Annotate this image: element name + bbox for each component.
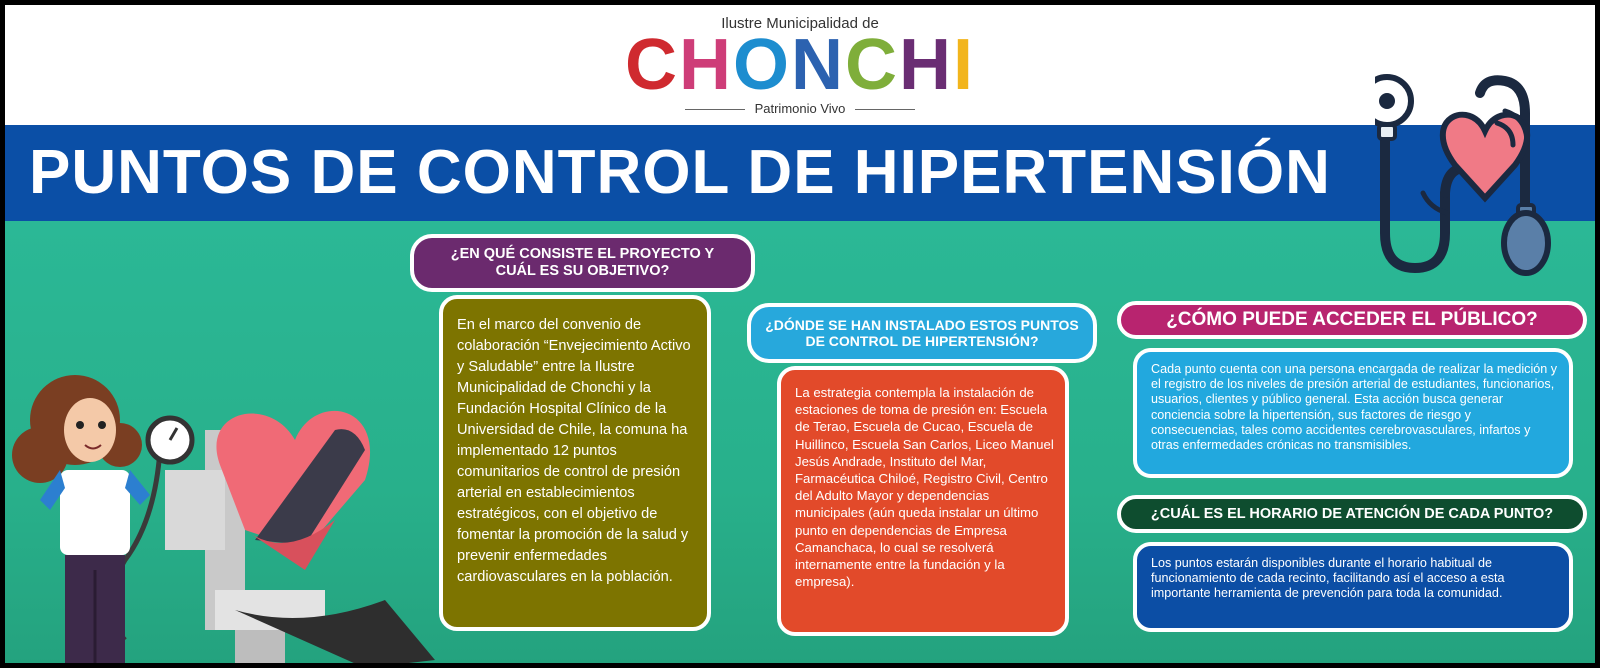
woman-with-heart-illustration [5, 370, 445, 668]
access-question-text: ¿CÓMO PUEDE ACCEDER EL PÚBLICO? [1166, 309, 1538, 331]
locations-answer-text: La estrategia contempla la instalación de estaciones de toma de presión en: Escuela de Terao, Escuela de Cucao, Escuela de Huillinco, Escuela San Carlos, Liceo Manuel Jesús Andrade, Instituto del Mar, Farmacéutica Chiloé, Registro Civil, Centro del Adulto Mayor y dependencias municipales (aún queda instalar un último punto en dependencias de Empresa Camanchaca, lo cual se resolverá internamente entre la fundación y la empresa). [795, 385, 1054, 590]
access-answer-box [1133, 348, 1573, 478]
project-answer-box [439, 295, 711, 631]
logo-prefix: Ilustre Municipalidad de [721, 15, 879, 32]
access-answer-text: Cada punto cuenta con una persona encargada de realizar la medición y el registro de los niveles de presión arterial de estudiantes, funcionarios, usuarios, clientes y público general. Esta acción busca generar conciencia sobre la hipertensión, sus factores de riesgo y consecuencias, tales como accidentes cerebrovasculares, infartos y otras enfermedades crónicas no transmisibles. [1151, 362, 1558, 453]
locations-question [747, 303, 1097, 363]
logo-letter: N [791, 25, 845, 105]
schedule-question-text: ¿CUÁL ES EL HORARIO DE ATENCIÓN DE CADA PUNTO? [1150, 505, 1554, 522]
logo-tagline: Patrimonio Vivo [5, 101, 1595, 116]
locations-question-text: ¿DÓNDE SE HAN INSTALADO ESTOS PUNTOS DE CONTROL DE HIPERTENSIÓN? [765, 316, 1079, 349]
project-question [410, 234, 755, 292]
schedule-question [1117, 495, 1587, 533]
logo-letter: O [732, 25, 791, 105]
stethoscope-heart-icon [1375, 73, 1575, 283]
schedule-answer-text: Los puntos estarán disponibles durante el horario habitual de funcionamiento de cada recinto, facilitando así el acceso a esta importante herramienta de prevención para toda la comunidad. [1151, 556, 1505, 601]
locations-answer-box [777, 366, 1069, 636]
header-area [5, 5, 1595, 127]
project-answer-text: En el marco del convenio de colaboración “Envejecimiento Activo y Saludable” entre la Ilustre Municipalidad de Chonchi y la Fundación Hospital Clínico de la Universidad de Chile, la comuna ha implementado 12 puntos comunitarios de control de presión arterial en establecimientos estratégicos, con el objetivo de fomentar la promoción de la salud y prevenir enfermedades cardiovasculares en la población. [457, 317, 691, 585]
logo-letter: C [845, 25, 899, 105]
schedule-answer-box [1133, 542, 1573, 632]
chonchi-logo [5, 25, 1595, 105]
project-question-text: ¿EN QUÉ CONSISTE EL PROYECTO Y CUÁL ES SU OBJETIVO? [450, 246, 715, 279]
access-question [1117, 301, 1587, 339]
logo-letter: C [624, 25, 679, 105]
title-band [5, 125, 1595, 221]
logo-letter: I [953, 25, 976, 105]
page-title: PUNTOS DE CONTROL DE HIPERTENSIÓN [29, 138, 1331, 207]
logo-letter: H [899, 25, 953, 105]
logo-letter: H [678, 25, 733, 105]
